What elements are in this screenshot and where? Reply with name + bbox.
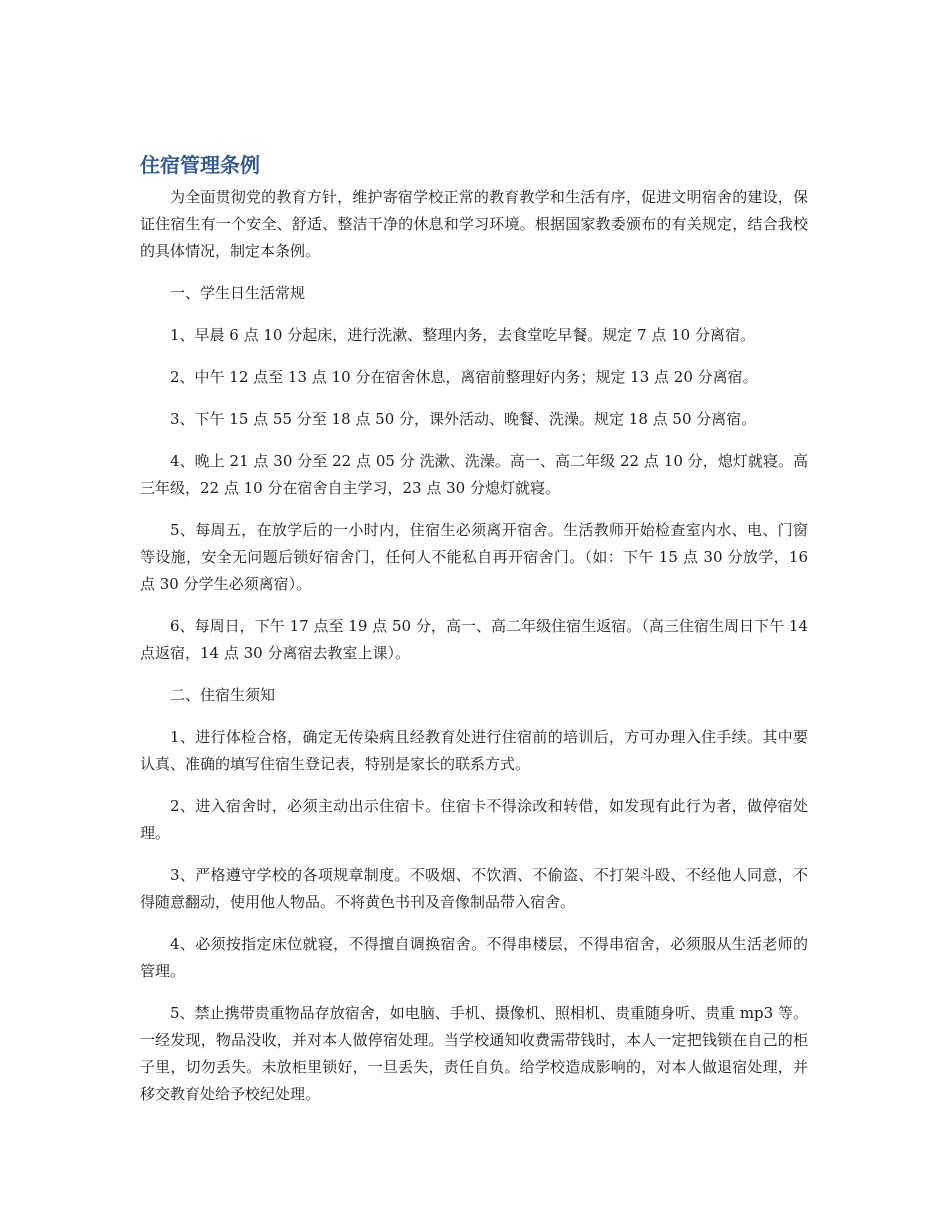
routine-item-3: 3、下午 15 点 55 分至 18 点 50 分，课外活动、晚餐、洗澡。规定 18 点 50 分离宿。 <box>170 410 757 428</box>
intro-paragraph: 为全面贯彻党的教育方针，维护寄宿学校正常的教育教学和生活有序，促进文明宿舍的建设，保证住宿生有一个安全、舒适、整洁干净的休息和学习环境。根据国家教委颁布的有关规定，结合我校的具体情况，制定本条例。 <box>140 188 808 260</box>
section-heading-daily-routine: 一、学生日生活常规 <box>170 284 306 302</box>
routine-item-5: 5、每周五，在放学后的一小时内，住宿生必须离开宿舍。生活教师开始检查室内水、电、门窗等设施，安全无问题后锁好宿舍门，任何人不能私自再开宿舍门。（如：下午 15 点 30 分放学，16 点 30 分学生必须离宿）。 <box>140 521 808 593</box>
notice-item-5: 5、禁止携带贵重物品存放宿舍，如电脑、手机、摄像机、照相机、贵重随身听、贵重 mp3 等。一经发现，物品没收，并对本人做停宿处理。当学校通知收费需带钱时，本人一定把钱锁在自己的柜子里，切勿丢失。未放柜里锁好，一旦丢失，责任自负。给学校造成影响的，对本人做退宿处理，并移交教育处给予校纪处理。 <box>140 1004 808 1103</box>
document-page <box>140 150 808 1123</box>
routine-item-1: 1、早晨 6 点 10 分起床，进行洗漱、整理内务，去食堂吃早餐。规定 7 点 10 分离宿。 <box>170 326 755 344</box>
notice-item-3: 3、严格遵守学校的各项规章制度。不吸烟、不饮酒、不偷盗、不打架斗殴、不经他人同意，不得随意翻动，使用他人物品。不将黄色书刊及音像制品带入宿舍。 <box>140 866 808 911</box>
section-heading-resident-notice: 二、住宿生须知 <box>170 686 276 704</box>
routine-item-2: 2、中午 12 点至 13 点 10 分在宿舍休息，离宿前整理好内务；规定 13 点 20 分离宿。 <box>170 368 758 386</box>
document-title: 住宿管理条例 <box>140 153 260 177</box>
routine-item-6: 6、每周日，下午 17 点至 19 点 50 分，高一、高二年级住宿生返宿。（高三住宿生周日下午 14 点返宿，14 点 30 分离宿去教室上课）。 <box>140 617 808 662</box>
notice-item-1: 1、进行体检合格，确定无传染病且经教育处进行住宿前的培训后，方可办理入住手续。其中要认真、准确的填写住宿生登记表，特别是家长的联系方式。 <box>140 728 808 773</box>
notice-item-4: 4、必须按指定床位就寝，不得擅自调换宿舍。不得串楼层，不得串宿舍，必须服从生活老师的管理。 <box>140 935 808 980</box>
routine-item-4: 4、晚上 21 点 30 分至 22 点 05 分 洗漱、洗澡。高一、高二年级 22 点 10 分，熄灯就寝。高三年级，22 点 10 分在宿舍自主学习，23 点 30 分熄灯就寝。 <box>140 452 808 497</box>
notice-item-2: 2、进入宿舍时，必须主动出示住宿卡。住宿卡不得涂改和转借，如发现有此行为者，做停宿处理。 <box>140 797 808 842</box>
